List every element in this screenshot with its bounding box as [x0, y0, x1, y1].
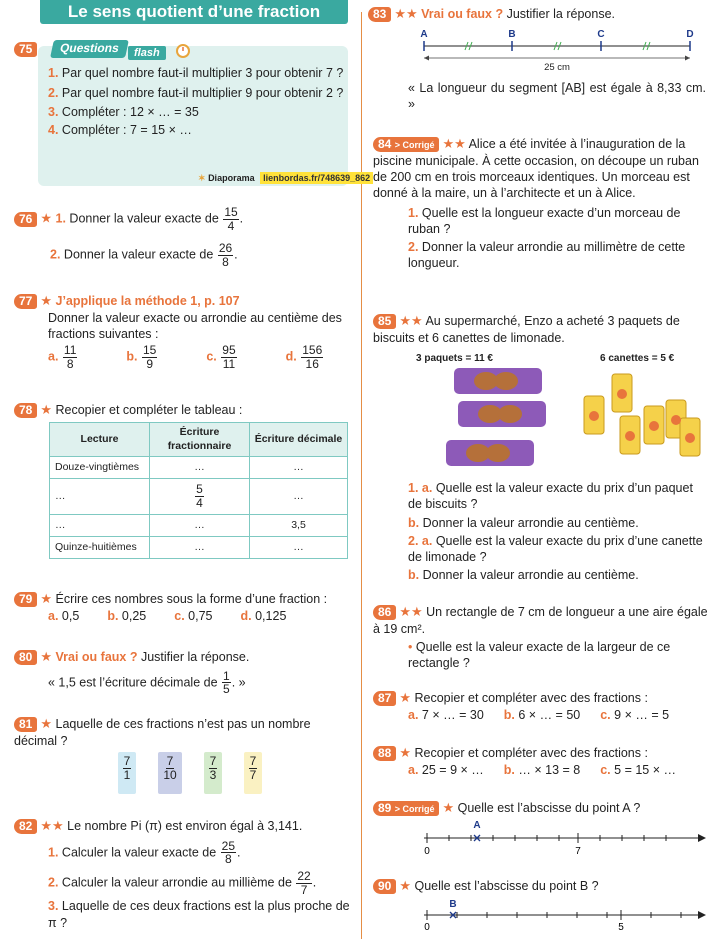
- exercise-85: 85 ★★ Au supermarché, Enzo a acheté 3 paquets de biscuits et 6 canettes de limonade.: [373, 313, 680, 345]
- exercise-75: 1. Par quel nombre faut-il multiplier 3 pour obtenir 7 ? 2. Par quel nombre faut-il multiplier 9 pour obtenir 2 ? 3. Compléter : 12 × … = 35 4. Compléter : 7 = 15 × …: [48, 66, 344, 137]
- exercise-number: 75: [14, 42, 37, 57]
- exercise-79: 79 ★ Écrire ces nombres sous la forme d’une fraction : a. 0,5 b. 0,25 c. 0,75 d. 0,125: [14, 591, 354, 624]
- biscuit-packet: [446, 440, 534, 466]
- exercise-84: 84 > Corrigé ★★ Alice a été invitée à l’inauguration de la piscine municipale. À cette occasion, on découpe un ruban de 200 cm en trois morceaux identiques. Un morceau est donné à la maire, un à l’architecte et un à Alice. 1. Quelle est la longueur exacte d’un morceau de ruban ? 2. Donner la valeur arrondie au millimètre de cette longueur.: [373, 136, 699, 271]
- point-label: B: [508, 29, 516, 40]
- point-label: A: [473, 820, 481, 831]
- fraction-card: $\frac{7}{3}$: [204, 752, 222, 794]
- questions-flash-header: Questions: [50, 40, 128, 58]
- lemonade-cans-image: [580, 370, 710, 470]
- section-title: Le sens quotient d’une fraction: [40, 0, 348, 24]
- exercise-77: 77 ★ J’applique la méthode 1, p. 107 Donner la valeur exacte ou arrondie au centième des fractions suivantes : a. $\frac{11}{8}$ b. $\frac{15}{9}$ c. $\frac{95}{11}$ d. $\frac{156}{16}$: [14, 293, 350, 371]
- fraction-card: $\frac{7}{10}$: [158, 752, 182, 794]
- number-line-A: [420, 818, 710, 858]
- exercise-88: 88 ★ Recopier et compléter avec des fractions : a. 25 = 9 × … b. … × 13 = 8 c. 5 = 15 × …: [373, 745, 708, 778]
- flash-label: flash: [128, 46, 166, 60]
- ex85-questions: 1. a. Quelle est la valeur exacte du prix d’un paquet de biscuits ? b. Donner la valeur arrondie au centième. 2. a. Quelle est la valeur exacte du prix d’une canette de limonade ? b. Donner la valeur arrondie au centième.: [408, 481, 703, 583]
- exercise-83: 83 ★★ Vrai ou faux ? Justifier la réponse.: [368, 6, 708, 23]
- column-divider: [361, 12, 362, 939]
- fraction-card: $\frac{7}{7}$: [244, 752, 262, 794]
- exercise-89: 89 > Corrigé ★ Quelle est l’abscisse du point A ?: [373, 800, 708, 817]
- exercise-90: 90 ★ Quelle est l’abscisse du point B ?: [373, 878, 708, 895]
- number-line-B: [420, 895, 710, 939]
- point-label: B: [449, 899, 457, 910]
- biscuit-packet: [458, 401, 546, 427]
- exercise-82: 82 ★★ Le nombre Pi (π) est environ égal à 3,141. 1. Calculer la valeur exacte de $\frac{25}{8}$ . 2. Calculer la valeur arrondie au millième de $\frac{22}{7}$ . 3. Laquelle de ces deux fractions est la plus proche de π ?: [14, 818, 354, 931]
- biscuit-packets-image: [444, 366, 554, 476]
- exercise-76: 76 ★ 1. Donner la valeur exacte de $\frac{15}{4}$ . 2. Donner la valeur exacte de $\frac{26}{8}$ .: [14, 206, 350, 268]
- segment-figure: [408, 26, 708, 74]
- fraction-card: $\frac{7}{1}$: [118, 752, 136, 794]
- completion-table: Lecture Écriture fractionnaire Écriture décimale Douze-vingtièmes … … … $\frac{5}{4}$ … … … 3,5 Quinze-huitièmes … …: [49, 422, 348, 559]
- right-column: [368, 0, 714, 939]
- biscuit-packet: [454, 368, 542, 394]
- exercise-78: 78 ★ Recopier et compléter le tableau :: [14, 402, 350, 419]
- exercise-86: 86 ★★ Un rectangle de 7 cm de longueur a une aire égale à 19 cm². • Quelle est la valeur exacte de la largeur de ce rectangle ?: [373, 604, 708, 671]
- tick-label: 7: [575, 846, 581, 857]
- exercise-81: 81 ★ Laquelle de ces fractions n’est pas un nombre décimal ?: [14, 716, 311, 748]
- tick-label: 0: [424, 846, 430, 857]
- fraction-cards: [118, 752, 284, 794]
- biscuit-caption: 3 paquets = 11 €: [416, 353, 493, 364]
- length-label: 25 cm: [544, 62, 570, 73]
- tick-label: 5: [618, 922, 624, 933]
- tick-label: 0: [424, 922, 430, 933]
- diaporama-link[interactable]: ✶ Diaporama lienbordas.fr/748639_862: [198, 173, 373, 185]
- point-label: A: [420, 29, 428, 40]
- can-caption: 6 canettes = 5 €: [600, 353, 675, 364]
- stopwatch-icon: [175, 42, 191, 58]
- exercise-87: 87 ★ Recopier et compléter avec des fractions : a. 7 × … = 30 b. 6 × … = 50 c. 9 × … = 5: [373, 690, 708, 723]
- ex83-question: « La longueur du segment [AB] est égale à 8,33 cm. »: [408, 81, 706, 112]
- point-label: D: [686, 29, 694, 40]
- exercise-80: 80 ★ Vrai ou faux ? Justifier la réponse. « 1,5 est l’écriture décimale de $\frac{1}{5}$ . »: [14, 649, 350, 696]
- point-label: C: [597, 29, 605, 40]
